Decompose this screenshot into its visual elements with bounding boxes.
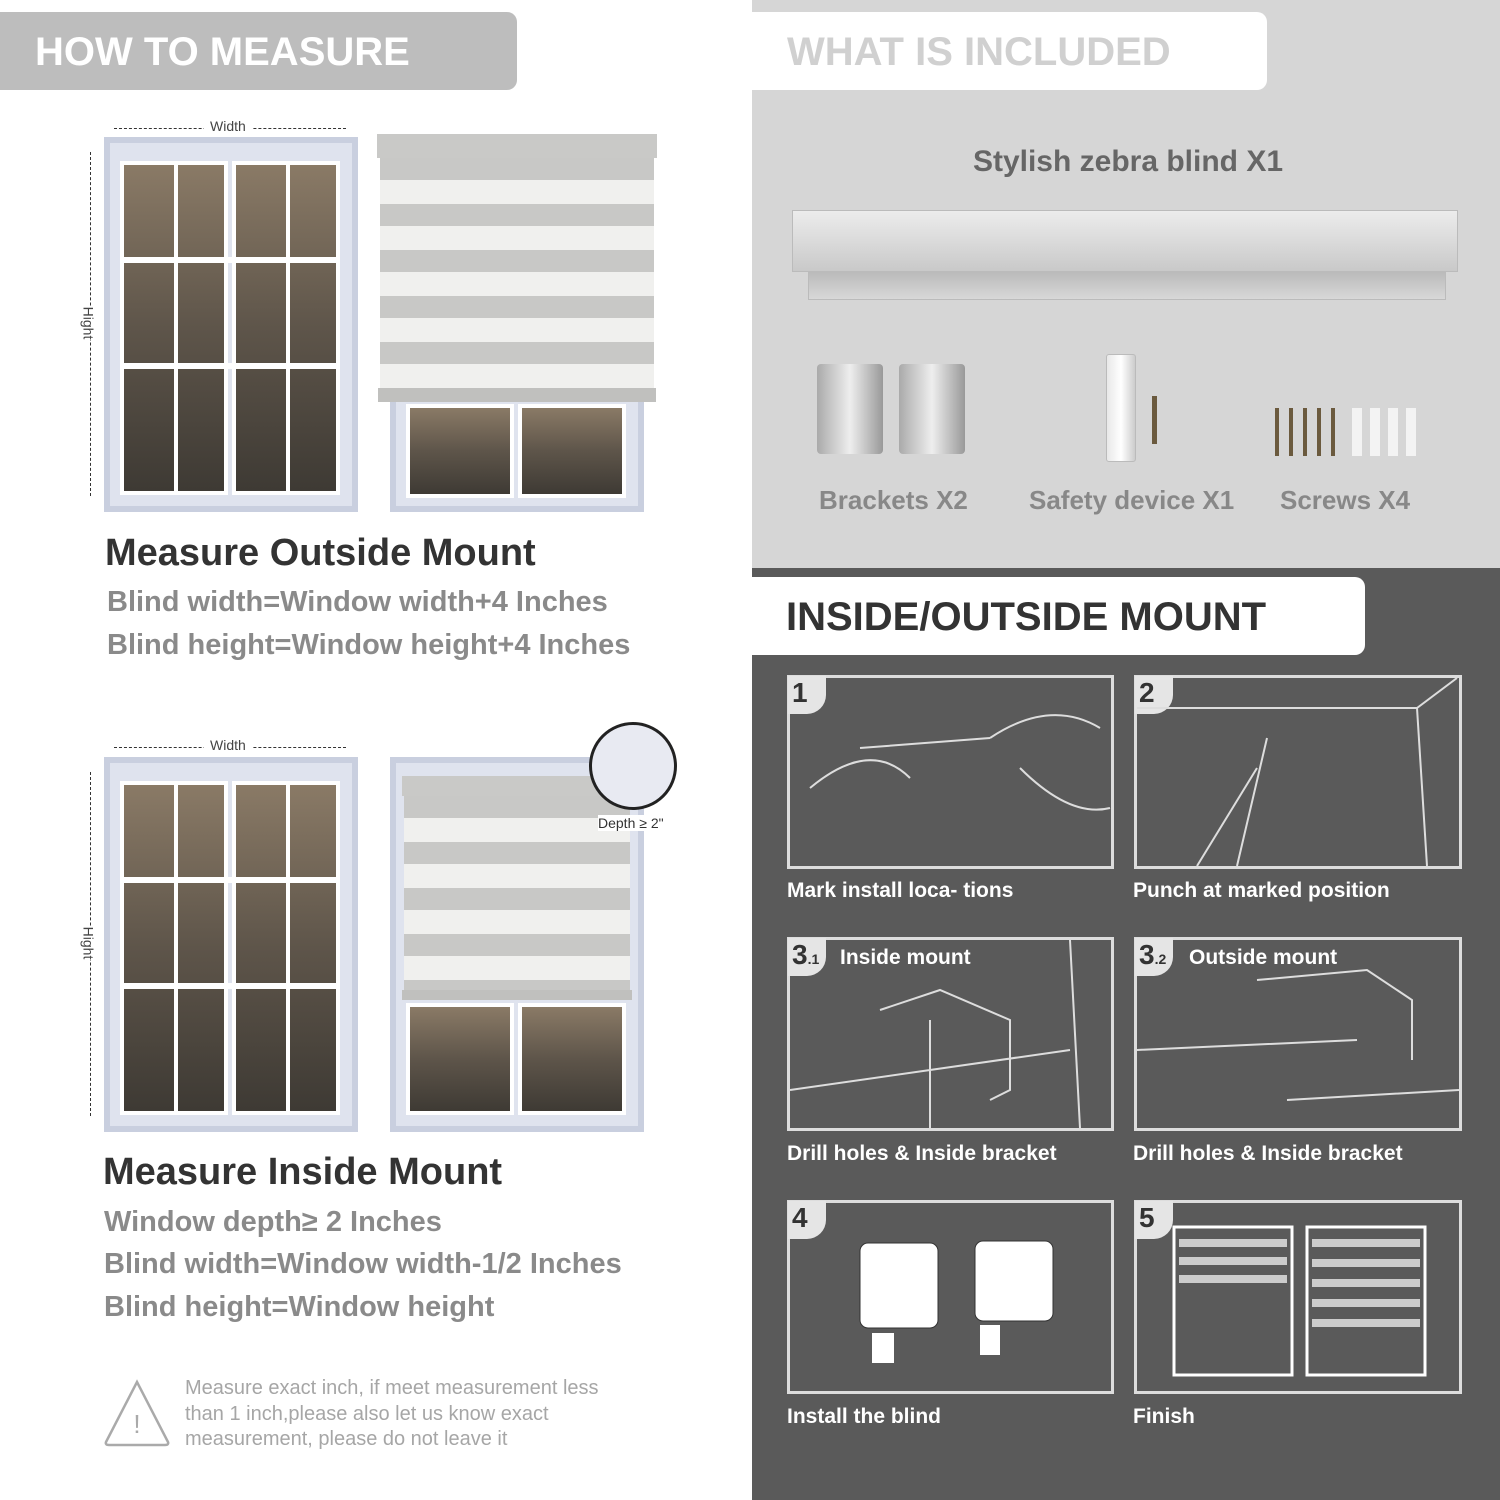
- blind-rail-image: [792, 210, 1458, 272]
- what-is-included-header: WHAT IS INCLUDED: [752, 12, 1267, 90]
- bracket-image: [817, 364, 883, 454]
- step-title: Inside mount: [840, 946, 971, 969]
- height-label: Hight: [80, 926, 97, 960]
- inside-line: Window depth≥ 2 Inches: [104, 1206, 442, 1238]
- step-1-image: [787, 675, 1114, 869]
- width-label: Width: [204, 737, 252, 753]
- how-to-measure-header: HOW TO MEASURE: [0, 12, 517, 90]
- window-image: [104, 137, 358, 512]
- step-4-image: [787, 1200, 1114, 1394]
- step-caption: Drill holes & Inside bracket: [1133, 1142, 1403, 1165]
- brackets-label: Brackets X2: [819, 485, 968, 515]
- step-caption: Punch at marked position: [1133, 879, 1390, 902]
- step-number: 1: [788, 676, 826, 714]
- screw-image: [1152, 396, 1157, 444]
- warning-line: Measure exact inch, if meet measurement less: [185, 1377, 599, 1399]
- step-title: Outside mount: [1189, 946, 1338, 969]
- zebra-blind-image: [380, 158, 654, 390]
- step-caption: Mark install loca- tions: [787, 879, 1014, 902]
- blind-cassette: [377, 134, 657, 158]
- warning-line: than 1 inch,please also let us know exact: [185, 1402, 549, 1425]
- zebra-blind-item-label: Stylish zebra blind X1: [972, 145, 1284, 178]
- blind-rail-bottom: [808, 272, 1446, 300]
- screws-label: Screws X4: [1280, 485, 1411, 515]
- step-caption: Install the blind: [787, 1405, 942, 1428]
- depth-label: Depth ≥ 2": [598, 815, 664, 831]
- step-subnum: .2: [1154, 951, 1167, 967]
- warning-line: measurement, please do not leave it: [185, 1428, 508, 1450]
- step-2-image: [1134, 675, 1462, 869]
- zebra-blind-image: [404, 796, 630, 992]
- step-3-1-image: [787, 937, 1114, 1131]
- window-image: [104, 757, 358, 1132]
- mount-header: INSIDE/OUTSIDE MOUNT: [752, 577, 1365, 655]
- step-number: 4: [788, 1201, 826, 1239]
- inside-line: Blind height=Window height: [104, 1291, 495, 1323]
- depth-magnifier-circle: [589, 722, 677, 810]
- width-label: Width: [204, 118, 252, 134]
- wall-anchors-image: [1352, 408, 1422, 456]
- step-num: 3: [1139, 939, 1155, 970]
- warning-text: [185, 1376, 599, 1453]
- step-caption: Finish: [1133, 1405, 1195, 1428]
- step-caption: Drill holes & Inside bracket: [787, 1142, 1057, 1165]
- step-subnum: .1: [807, 951, 820, 967]
- step-3-2-image: [1134, 937, 1462, 1131]
- window-with-blind-image: [390, 390, 644, 512]
- outside-mount-title: Measure Outside Mount: [105, 532, 536, 574]
- bracket-image: [899, 364, 965, 454]
- blind-bottom-rail: [402, 990, 632, 1000]
- step-number: 2: [1135, 676, 1173, 714]
- safety-device-label: Safety device X1: [1029, 485, 1235, 515]
- step-5-image: [1134, 1200, 1462, 1394]
- svg-text:!: !: [133, 1409, 141, 1439]
- warning-triangle-icon: [102, 1378, 172, 1448]
- inside-line: Blind width=Window width-1/2 Inches: [104, 1248, 622, 1280]
- screws-image: [1275, 408, 1335, 456]
- inside-mount-title: Measure Inside Mount: [103, 1151, 503, 1193]
- height-label: Hight: [80, 306, 97, 340]
- safety-device-image: [1106, 354, 1136, 462]
- blind-bottom-rail: [378, 388, 656, 402]
- step-num: 3: [792, 939, 808, 970]
- outside-line: Blind height=Window height+4 Inches: [107, 629, 631, 661]
- outside-line: Blind width=Window width+4 Inches: [107, 586, 608, 618]
- step-number: 5: [1135, 1201, 1173, 1239]
